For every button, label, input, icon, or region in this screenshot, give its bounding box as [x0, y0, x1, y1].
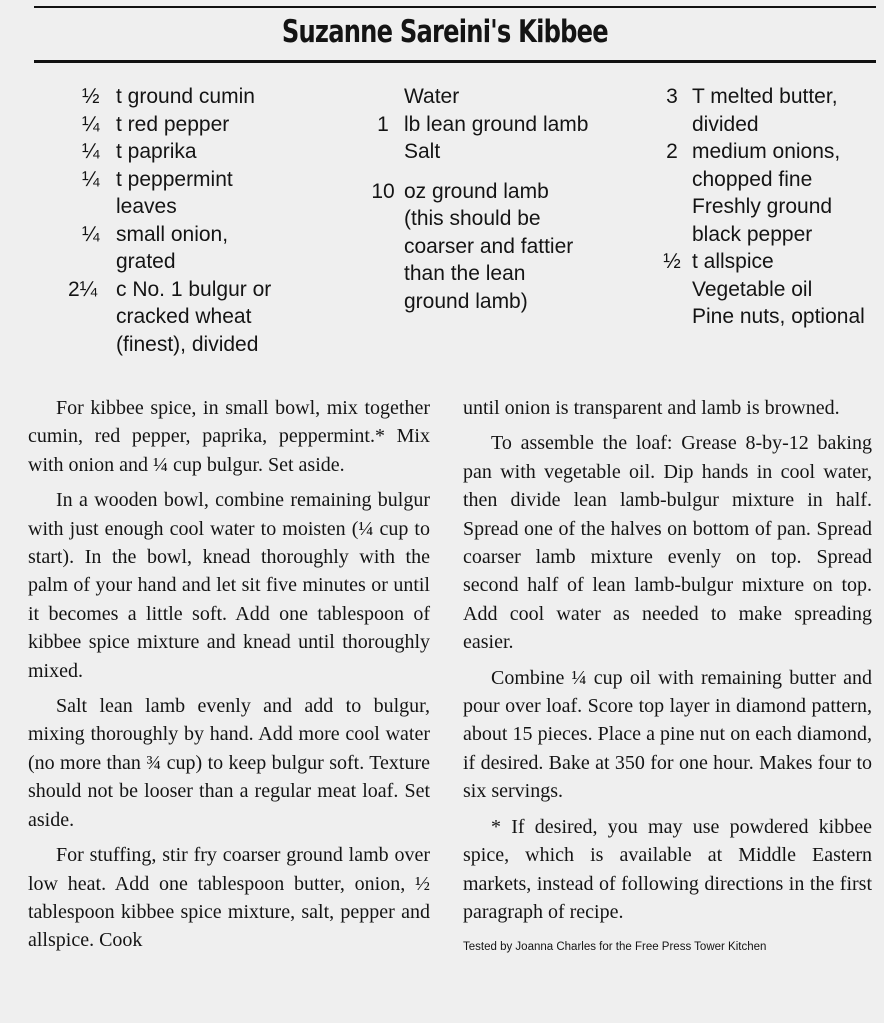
- direction-paragraph: In a wooden bowl, combine remaining bulgur with just enough cool water to moisten (¼ cup to start). In the bowl, knead thoroughly with the palm of your hand and let sit five minutes or until it becomes a little soft. Add one tablespoon of kibbee spice mixture and knead until thoroughly mixed.: [28, 489, 430, 682]
- ingredient-text: small onion, grated: [116, 222, 229, 273]
- ingredient-item: [78, 221, 310, 276]
- ingredient-item: [652, 83, 874, 138]
- ingredient-item: [652, 138, 874, 193]
- ingredient-qty: 2¼: [68, 277, 98, 301]
- directions-column-left: [28, 394, 430, 962]
- ingredient-text: t red pepper: [116, 112, 230, 136]
- ingredient-text: c No. 1 bulgur or cracked wheat (finest), divided: [116, 277, 272, 356]
- ingredient-item: [362, 138, 590, 166]
- ingredient-item: [68, 276, 310, 359]
- ingredient-qty: [652, 193, 692, 248]
- ingredient-item: [78, 111, 310, 139]
- ingredient-qty: [362, 138, 404, 166]
- ingredient-text: Vegetable oil: [692, 277, 813, 301]
- ingredient-qty: ¼: [82, 112, 100, 136]
- direction-paragraph: For kibbee spice, in small bowl, mix together cumin, red pepper, paprika, peppermint.* Mix with onion and ¼ cup bulgur. Set aside.: [28, 397, 430, 476]
- ingredient-item: [78, 166, 310, 221]
- ingredient-item: [652, 276, 874, 304]
- ingredients-column-1: [68, 83, 310, 358]
- title-rule: [34, 60, 876, 63]
- ingredient-qty: [362, 83, 404, 111]
- ingredient-item: [652, 193, 874, 248]
- top-rule: [34, 6, 876, 8]
- ingredient-text: medium onions, chopped fine: [692, 140, 841, 191]
- ingredient-qty: 10: [371, 179, 395, 203]
- ingredient-qty: [652, 276, 692, 304]
- direction-paragraph: For stuffing, stir fry coarser ground lamb over low heat. Add one tablespoon butter, onion, ½ tablespoon kibbee spice mixture, salt, pepper and allspice. Cook: [28, 844, 430, 952]
- ingredient-text: t allspice: [692, 250, 774, 273]
- ingredient-qty: 1: [377, 112, 389, 136]
- ingredient-text: Salt: [404, 140, 441, 163]
- ingredient-text: T melted butter, divided: [692, 85, 838, 136]
- ingredient-qty: 2: [666, 140, 678, 163]
- ingredient-item: [362, 83, 590, 111]
- ingredient-qty: ½: [82, 85, 100, 108]
- ingredient-qty: ¼: [82, 140, 100, 163]
- ingredient-text: lb lean ground lamb: [404, 112, 589, 136]
- ingredient-qty: ¼: [82, 167, 100, 191]
- ingredient-qty: ½: [663, 250, 681, 273]
- ingredient-item: [362, 178, 590, 316]
- ingredient-qty: 3: [666, 85, 678, 108]
- recipe-title: Suzanne Sareini's Kibbee: [281, 14, 608, 50]
- ingredient-text: oz ground lamb (this should be coarser and fattier than the lean ground lamb): [404, 179, 574, 313]
- directions-column-right: [463, 394, 872, 969]
- ingredient-text: t paprika: [116, 140, 197, 163]
- ingredient-item: [362, 111, 590, 139]
- ingredient-text: t peppermint leaves: [116, 167, 233, 218]
- ingredient-text: Water: [404, 85, 460, 108]
- direction-paragraph: Combine ¼ cup oil with remaining butter and pour over loaf. Score top layer in diamond pattern, about 15 pieces. Place a pine nut on each diamond, if desired. Bake at 350 for one hour. Makes four to six servings.: [463, 666, 872, 803]
- ingredient-item: [78, 138, 310, 166]
- ingredient-qty: [652, 303, 692, 331]
- ingredient-item: [78, 83, 310, 111]
- direction-paragraph: Salt lean lamb evenly and add to bulgur, mixing thoroughly by hand. Add more cool water (no more than ¾ cup) to keep bulgur soft. Texture should not be looser than a regular meat loaf. Set aside.: [28, 695, 430, 831]
- ingredient-text: Freshly ground black pepper: [692, 195, 833, 246]
- ingredient-text: t ground cumin: [116, 85, 255, 108]
- ingredients-column-2: [362, 83, 590, 315]
- direction-paragraph: To assemble the loaf: Grease 8-by-12 baking pan with vegetable oil. Dip hands in cool water, then divide lean lamb-bulgur mixture in half. Spread one of the halves on bottom of pan. Spread coarser lamb mixture evenly on top. Spread second half of lean lamb-bulgur mixture on top. Add cool water as needed to make spreading easier.: [463, 432, 872, 654]
- ingredient-item: [652, 248, 874, 276]
- direction-paragraph: until onion is transparent and lamb is browned.: [463, 397, 840, 419]
- footnote: * If desired, you may use powdered kibbee spice, which is available at Middle Eastern markets, instead of following directions in the first paragraph of recipe.: [463, 815, 872, 923]
- ingredients-column-3: [652, 83, 874, 331]
- ingredient-qty: ¼: [82, 222, 100, 246]
- test-kitchen-credit: Tested by Joanna Charles for the Free Press Tower Kitchen: [463, 941, 767, 954]
- ingredient-item: [652, 303, 874, 331]
- ingredient-text: Pine nuts, optional: [692, 305, 865, 328]
